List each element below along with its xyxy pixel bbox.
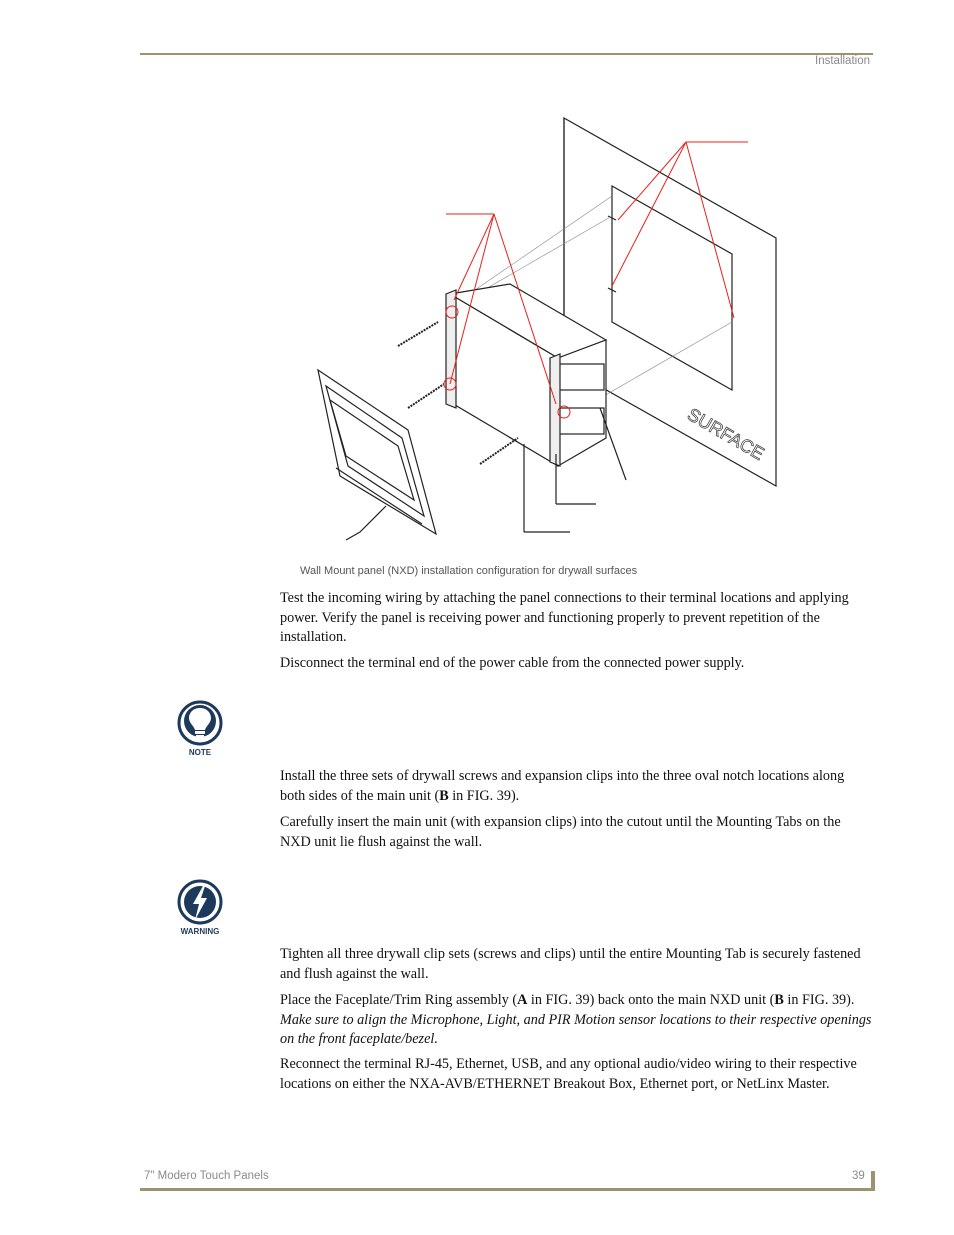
note-callout <box>174 699 226 759</box>
callout-c <box>600 408 626 480</box>
page-number: 39 <box>852 1170 865 1182</box>
paragraph-disconnect: Disconnect the terminal end of the power cable from the connected power supply. <box>280 655 745 671</box>
screw-1 <box>398 322 438 346</box>
paragraph-faceplate <box>280 991 872 1050</box>
paragraph-reconnect: Reconnect the terminal RJ-45, Ethernet, USB, and any optional audio/video wiring to their respective locations on either the NXA-AVB/ETHERNET Breakout Box, Ethernet port, or NetLinx Master. <box>280 1056 857 1092</box>
figure-caption: Wall Mount panel (NXD) installation configuration for drywall surfaces <box>300 565 638 577</box>
note-label: NOTE <box>188 748 212 757</box>
wall-mount-diagram <box>290 108 790 556</box>
p6-mid2: in FIG. 39). <box>783 992 855 1008</box>
paragraph-install-clips <box>280 767 872 806</box>
p3-post: in FIG. 39). <box>448 787 520 804</box>
paragraph-test-wiring: Test the incoming wiring by attaching the panel connections to their terminal locations and applying power. Verify the panel is receiving power and functioning properly to prevent repetition of the installation. <box>280 590 849 646</box>
lightbulb-icon <box>174 699 226 747</box>
lightning-icon <box>174 878 226 926</box>
p6-italic: Make sure to align the Microphone, Light, and PIR Motion sensor locations to their respective openings on the front faceplate/bezel. <box>280 1011 872 1048</box>
paragraph-insert-unit: Carefully insert the main unit (with expansion clips) into the cutout until the Mounting Tabs on the NXD unit lie flush against the wall. <box>280 814 841 850</box>
section-label: Installation <box>815 55 870 67</box>
callout-a <box>346 506 386 540</box>
p6-pre: Place the Faceplate/Trim Ring assembly ( <box>280 992 518 1008</box>
p3-pre: Install the three sets of drywall screws and expansion clips into the three oval notch locations along both sides of the main unit ( <box>280 768 845 804</box>
p6-mid: in FIG. 39) back onto the main NXD unit ( <box>527 992 775 1008</box>
header-rule <box>140 53 873 55</box>
warning-callout <box>174 878 226 938</box>
installation-figure <box>290 108 790 556</box>
p6-bold-a: A <box>517 992 528 1008</box>
screw-2 <box>408 384 444 408</box>
surface-label: SURFACE <box>684 404 768 464</box>
footer-title: 7" Modero Touch Panels <box>144 1170 269 1182</box>
warning-label: WARNING <box>180 927 220 936</box>
footer-rule <box>140 1188 873 1191</box>
paragraph-tighten: Tighten all three drywall clip sets (screws and clips) until the entire Mounting Tab is securely fastened and flush against the wall. <box>280 946 861 982</box>
screw-3 <box>480 438 518 464</box>
p6-bold-b: B <box>774 992 784 1008</box>
p3-bold: B <box>439 787 449 804</box>
